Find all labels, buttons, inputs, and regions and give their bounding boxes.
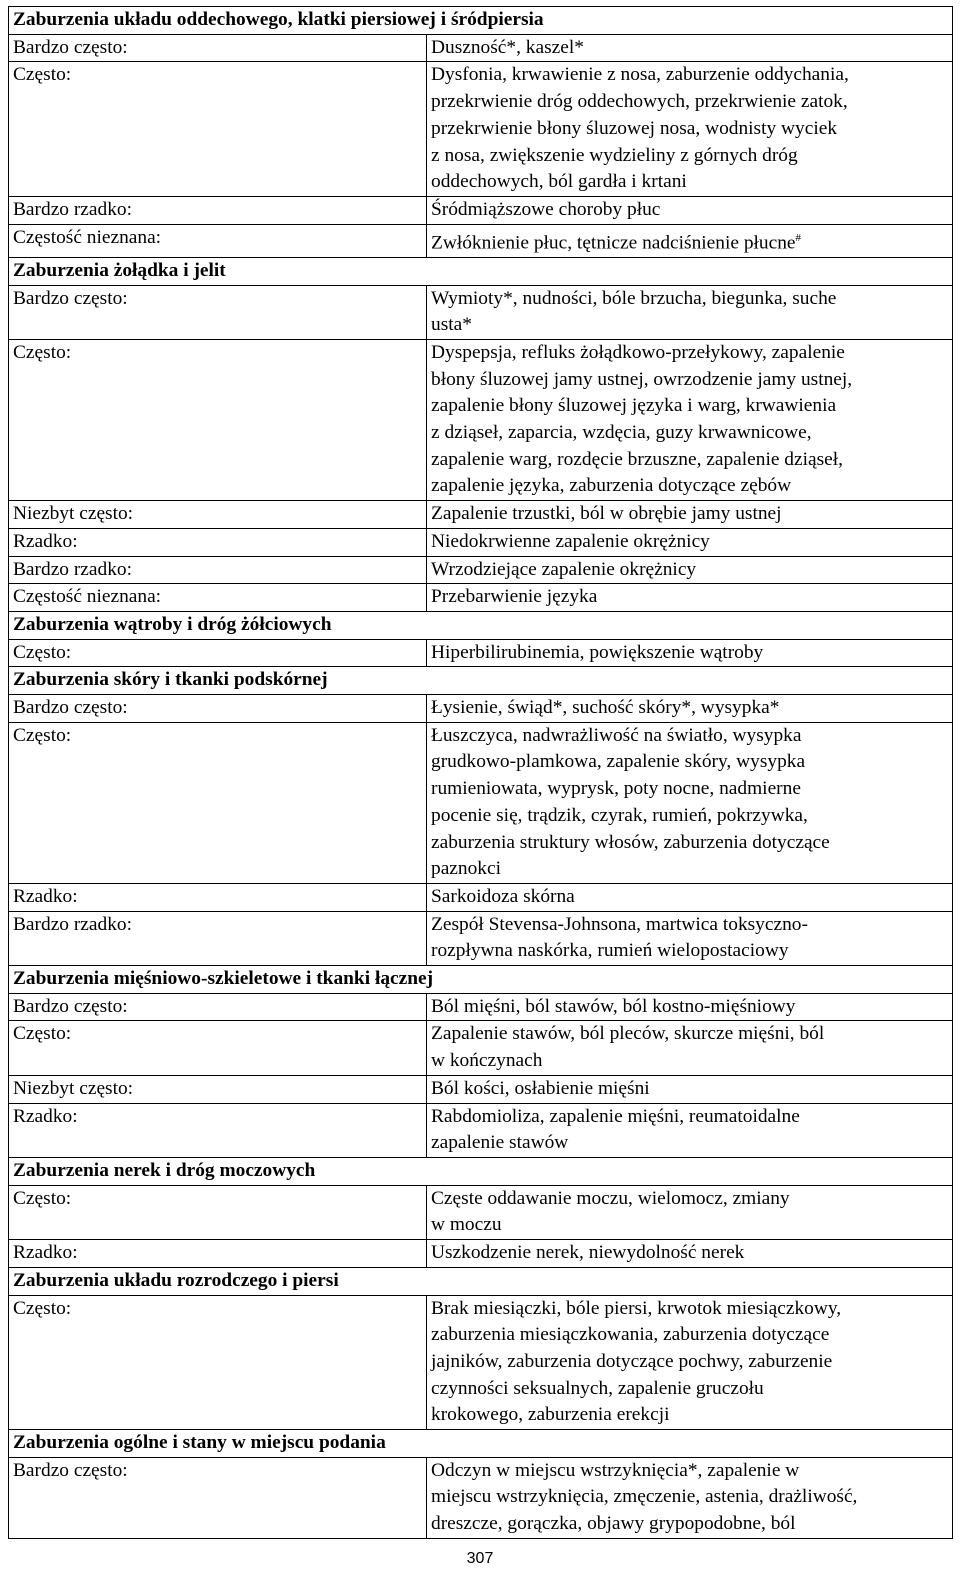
- effects-cell: [427, 1295, 953, 1430]
- effect-line: [431, 695, 948, 722]
- effect-text: jajników, zaburzenia dotyczące pochwy, zaburzenie: [431, 1350, 833, 1372]
- effects-cell: [427, 883, 953, 911]
- section-title: Zaburzenia wątroby i dróg żółciowych: [9, 611, 953, 639]
- effect-text: grudkowo-plamkowa, zapalenie skóry, wysypka: [431, 751, 806, 773]
- effect-line: [431, 1376, 948, 1403]
- section-header-row: [9, 7, 953, 35]
- effect-line: [431, 557, 948, 584]
- effect-line: [431, 1240, 948, 1267]
- effect-line: [431, 312, 948, 339]
- effect-text: Dyspepsja, refluks żołądkowo-przełykowy, zapalenie: [431, 341, 845, 363]
- effect-text: Odczyn w miejscu wstrzyknięcia*, zapalenie w: [431, 1459, 800, 1481]
- frequency-cell: Często:: [9, 1021, 427, 1075]
- effects-cell: [427, 556, 953, 584]
- table-row: [9, 1457, 953, 1538]
- effect-text: Łysienie, świąd*, suchość skóry*, wysypka*: [431, 697, 780, 719]
- effect-text: Zapalenie stawów, ból pleców, skurcze mięśni, ból: [431, 1023, 825, 1045]
- effect-line: [431, 1484, 948, 1511]
- effect-line: [431, 447, 948, 474]
- section-header-row: [9, 667, 953, 695]
- effect-line: [431, 35, 948, 62]
- section-header-row: [9, 1430, 953, 1458]
- effects-cell: [427, 1021, 953, 1075]
- effect-text: rumieniowata, wyprysk, poty nocne, nadmierne: [431, 778, 801, 800]
- table-row: [9, 196, 953, 224]
- effects-cell: [427, 501, 953, 529]
- effects-cell: [427, 1075, 953, 1103]
- effect-line: [431, 225, 948, 257]
- adverse-effects-table-body: [9, 7, 953, 1539]
- frequency-cell: Rzadko:: [9, 1103, 427, 1157]
- effect-text: zapalenie stawów: [431, 1132, 569, 1154]
- effect-text: Zespół Stevensa-Johnsona, martwica toksyczno-: [431, 913, 808, 935]
- frequency-cell: Niezbyt często:: [9, 501, 427, 529]
- effect-line: [431, 143, 948, 170]
- table-row: [9, 1295, 953, 1430]
- effects-cell: [427, 62, 953, 197]
- effect-line: [431, 1048, 948, 1075]
- effect-text: pocenie się, trądzik, czyrak, rumień, pokrzywka,: [431, 804, 808, 826]
- effects-cell: [427, 722, 953, 883]
- effect-line: [431, 501, 948, 528]
- table-row: [9, 695, 953, 723]
- frequency-cell: Często:: [9, 639, 427, 667]
- effect-text: Wrzodziejące zapalenie okrężnicy: [431, 558, 697, 580]
- section-title: Zaburzenia ogólne i stany w miejscu podania: [9, 1430, 953, 1458]
- section-title: Zaburzenia mięśniowo-szkieletowe i tkanki łącznej: [9, 966, 953, 994]
- effect-text: Zwłóknienie płuc, tętnicze nadciśnienie płucne: [431, 232, 796, 254]
- section-title: Zaburzenia żołądka i jelit: [9, 257, 953, 285]
- table-row: [9, 339, 953, 500]
- section-header-row: [9, 257, 953, 285]
- section-header-row: [9, 966, 953, 994]
- section-header-row: [9, 611, 953, 639]
- effect-line: [431, 393, 948, 420]
- effect-line: [431, 640, 948, 667]
- effect-text: zapalenie błony śluzowej języka i warg, krwawienia: [431, 395, 837, 417]
- frequency-cell: Bardzo rzadko:: [9, 196, 427, 224]
- frequency-cell: Często:: [9, 1185, 427, 1239]
- footnote-marker: #: [795, 231, 802, 244]
- section-title: Zaburzenia skóry i tkanki podskórnej: [9, 667, 953, 695]
- effects-cell: [427, 224, 953, 257]
- effect-line: [431, 367, 948, 394]
- effect-text: zaburzenia miesiączkowania, zaburzenia dotyczące: [431, 1324, 830, 1346]
- frequency-cell: Często:: [9, 339, 427, 500]
- effect-text: Śródmiąższowe choroby płuc: [431, 198, 661, 220]
- effect-line: [431, 116, 948, 143]
- frequency-cell: Bardzo rzadko:: [9, 911, 427, 965]
- effect-text: Dysfonia, krwawienie z nosa, zaburzenie oddychania,: [431, 64, 849, 86]
- effects-cell: [427, 1457, 953, 1538]
- effect-text: Hiperbilirubinemia, powiększenie wątroby: [431, 641, 764, 663]
- effects-cell: [427, 1103, 953, 1157]
- effect-text: krokowego, zaburzenia erekcji: [431, 1404, 670, 1426]
- frequency-cell: Bardzo często:: [9, 285, 427, 339]
- table-row: [9, 1103, 953, 1157]
- section-title: Zaburzenia układu oddechowego, klatki piersiowej i śródpiersia: [9, 7, 953, 35]
- section-title: Zaburzenia nerek i dróg moczowych: [9, 1158, 953, 1186]
- effects-cell: [427, 196, 953, 224]
- table-row: [9, 993, 953, 1021]
- effect-text: oddechowych, ból gardła i krtani: [431, 171, 687, 193]
- effect-line: [431, 1296, 948, 1323]
- effect-line: [431, 1458, 948, 1485]
- effect-text: dreszcze, gorączka, objawy grypopodobne, ból: [431, 1513, 796, 1535]
- effects-cell: [427, 34, 953, 62]
- effects-cell: [427, 528, 953, 556]
- frequency-cell: Rzadko:: [9, 528, 427, 556]
- effect-line: [431, 1212, 948, 1239]
- effect-line: [431, 912, 948, 939]
- frequency-cell: Bardzo często:: [9, 1457, 427, 1538]
- frequency-cell: Częstość nieznana:: [9, 584, 427, 612]
- frequency-cell: Częstość nieznana:: [9, 224, 427, 257]
- effect-text: miejscu wstrzyknięcia, zmęczenie, astenia, drażliwość,: [431, 1486, 858, 1508]
- effect-text: z nosa, zwiększenie wydzieliny z górnych dróg: [431, 144, 798, 166]
- effect-line: [431, 420, 948, 447]
- table-row: [9, 1185, 953, 1239]
- table-row: [9, 722, 953, 883]
- effects-cell: [427, 695, 953, 723]
- effect-line: [431, 749, 948, 776]
- effect-text: zaburzenia struktury włosów, zaburzenia dotyczące: [431, 831, 830, 853]
- effect-line: [431, 994, 948, 1021]
- table-row: [9, 883, 953, 911]
- effect-line: [431, 1349, 948, 1376]
- effect-line: [431, 169, 948, 196]
- table-row: [9, 34, 953, 62]
- table-row: [9, 224, 953, 257]
- effect-text: Duszność*, kaszel*: [431, 36, 584, 58]
- effects-cell: [427, 911, 953, 965]
- effect-line: [431, 884, 948, 911]
- effect-text: przekrwienie błony śluzowej nosa, wodnisty wyciek: [431, 117, 838, 139]
- effect-text: Przebarwienie języka: [431, 586, 598, 608]
- frequency-cell: Rzadko:: [9, 1240, 427, 1268]
- effect-line: [431, 1076, 948, 1103]
- table-row: [9, 639, 953, 667]
- page-number: 307: [466, 1550, 494, 1567]
- effect-text: Brak miesiączki, bóle piersi, krwotok miesiączkowy,: [431, 1297, 842, 1319]
- effect-text: przekrwienie dróg oddechowych, przekrwienie zatok,: [431, 91, 848, 113]
- frequency-cell: Często:: [9, 722, 427, 883]
- document-page: [8, 6, 952, 1539]
- frequency-cell: Często:: [9, 1295, 427, 1430]
- effect-text: paznokci: [431, 858, 501, 880]
- table-row: [9, 285, 953, 339]
- effect-text: Zapalenie trzustki, ból w obrębie jamy ustnej: [431, 503, 782, 525]
- effect-text: Uszkodzenie nerek, niewydolność nerek: [431, 1242, 745, 1264]
- effect-text: w kończynach: [431, 1050, 543, 1072]
- table-row: [9, 911, 953, 965]
- effect-text: usta*: [431, 314, 472, 336]
- effect-line: [431, 1021, 948, 1048]
- frequency-cell: Niezbyt często:: [9, 1075, 427, 1103]
- effect-line: [431, 1511, 948, 1538]
- effect-text: Rabdomioliza, zapalenie mięśni, reumatoidalne: [431, 1105, 800, 1127]
- effect-text: rozpływna naskórka, rumień wielopostaciowy: [431, 940, 789, 962]
- effect-line: [431, 197, 948, 224]
- effect-line: [431, 1130, 948, 1157]
- effect-line: [431, 584, 948, 611]
- effects-cell: [427, 993, 953, 1021]
- effect-line: [431, 856, 948, 883]
- effects-cell: [427, 1185, 953, 1239]
- effect-text: w moczu: [431, 1214, 502, 1236]
- frequency-cell: Bardzo często:: [9, 993, 427, 1021]
- effect-line: [431, 340, 948, 367]
- effect-line: [431, 529, 948, 556]
- effect-text: błony śluzowej jamy ustnej, owrzodzenie jamy ustnej,: [431, 368, 853, 390]
- section-header-row: [9, 1158, 953, 1186]
- effect-line: [431, 1186, 948, 1213]
- frequency-cell: Bardzo często:: [9, 695, 427, 723]
- adverse-effects-table: [8, 6, 953, 1539]
- effect-line: [431, 62, 948, 89]
- table-row: [9, 1021, 953, 1075]
- table-row: [9, 501, 953, 529]
- effects-cell: [427, 1240, 953, 1268]
- effect-text: Ból mięśni, ból stawów, ból kostno-mięśniowy: [431, 995, 796, 1017]
- effect-line: [431, 1104, 948, 1131]
- effect-line: [431, 776, 948, 803]
- effect-line: [431, 723, 948, 750]
- effect-line: [431, 1322, 948, 1349]
- table-row: [9, 528, 953, 556]
- effect-text: Łuszczyca, nadwrażliwość na światło, wysypka: [431, 724, 802, 746]
- effects-cell: [427, 584, 953, 612]
- effect-text: zapalenie języka, zaburzenia dotyczące zębów: [431, 475, 792, 497]
- effects-cell: [427, 639, 953, 667]
- effect-line: [431, 286, 948, 313]
- effects-cell: [427, 285, 953, 339]
- effect-line: [431, 803, 948, 830]
- effect-text: Częste oddawanie moczu, wielomocz, zmiany: [431, 1187, 790, 1209]
- effect-text: zapalenie warg, rozdęcie brzuszne, zapalenie dziąseł,: [431, 448, 843, 470]
- effect-text: czynności seksualnych, zapalenie gruczołu: [431, 1377, 764, 1399]
- frequency-cell: Bardzo rzadko:: [9, 556, 427, 584]
- effect-text: Niedokrwienne zapalenie okrężnicy: [431, 530, 710, 552]
- table-row: [9, 584, 953, 612]
- effect-text: Sarkoidoza skórna: [431, 885, 575, 907]
- effect-line: [431, 1402, 948, 1429]
- frequency-cell: Rzadko:: [9, 883, 427, 911]
- frequency-cell: Często:: [9, 62, 427, 197]
- effect-line: [431, 473, 948, 500]
- table-row: [9, 62, 953, 197]
- table-row: [9, 556, 953, 584]
- effects-cell: [427, 339, 953, 500]
- section-header-row: [9, 1267, 953, 1295]
- frequency-cell: Bardzo często:: [9, 34, 427, 62]
- effect-line: [431, 89, 948, 116]
- table-row: [9, 1240, 953, 1268]
- effect-text: z dziąseł, zaparcia, wzdęcia, guzy krwawnicowe,: [431, 422, 812, 444]
- effect-text: Wymioty*, nudności, bóle brzucha, biegunka, suche: [431, 287, 837, 309]
- effect-text: Ból kości, osłabienie mięśni: [431, 1077, 650, 1099]
- table-row: [9, 1075, 953, 1103]
- effect-line: [431, 830, 948, 857]
- section-title: Zaburzenia układu rozrodczego i piersi: [9, 1267, 953, 1295]
- effect-line: [431, 938, 948, 965]
